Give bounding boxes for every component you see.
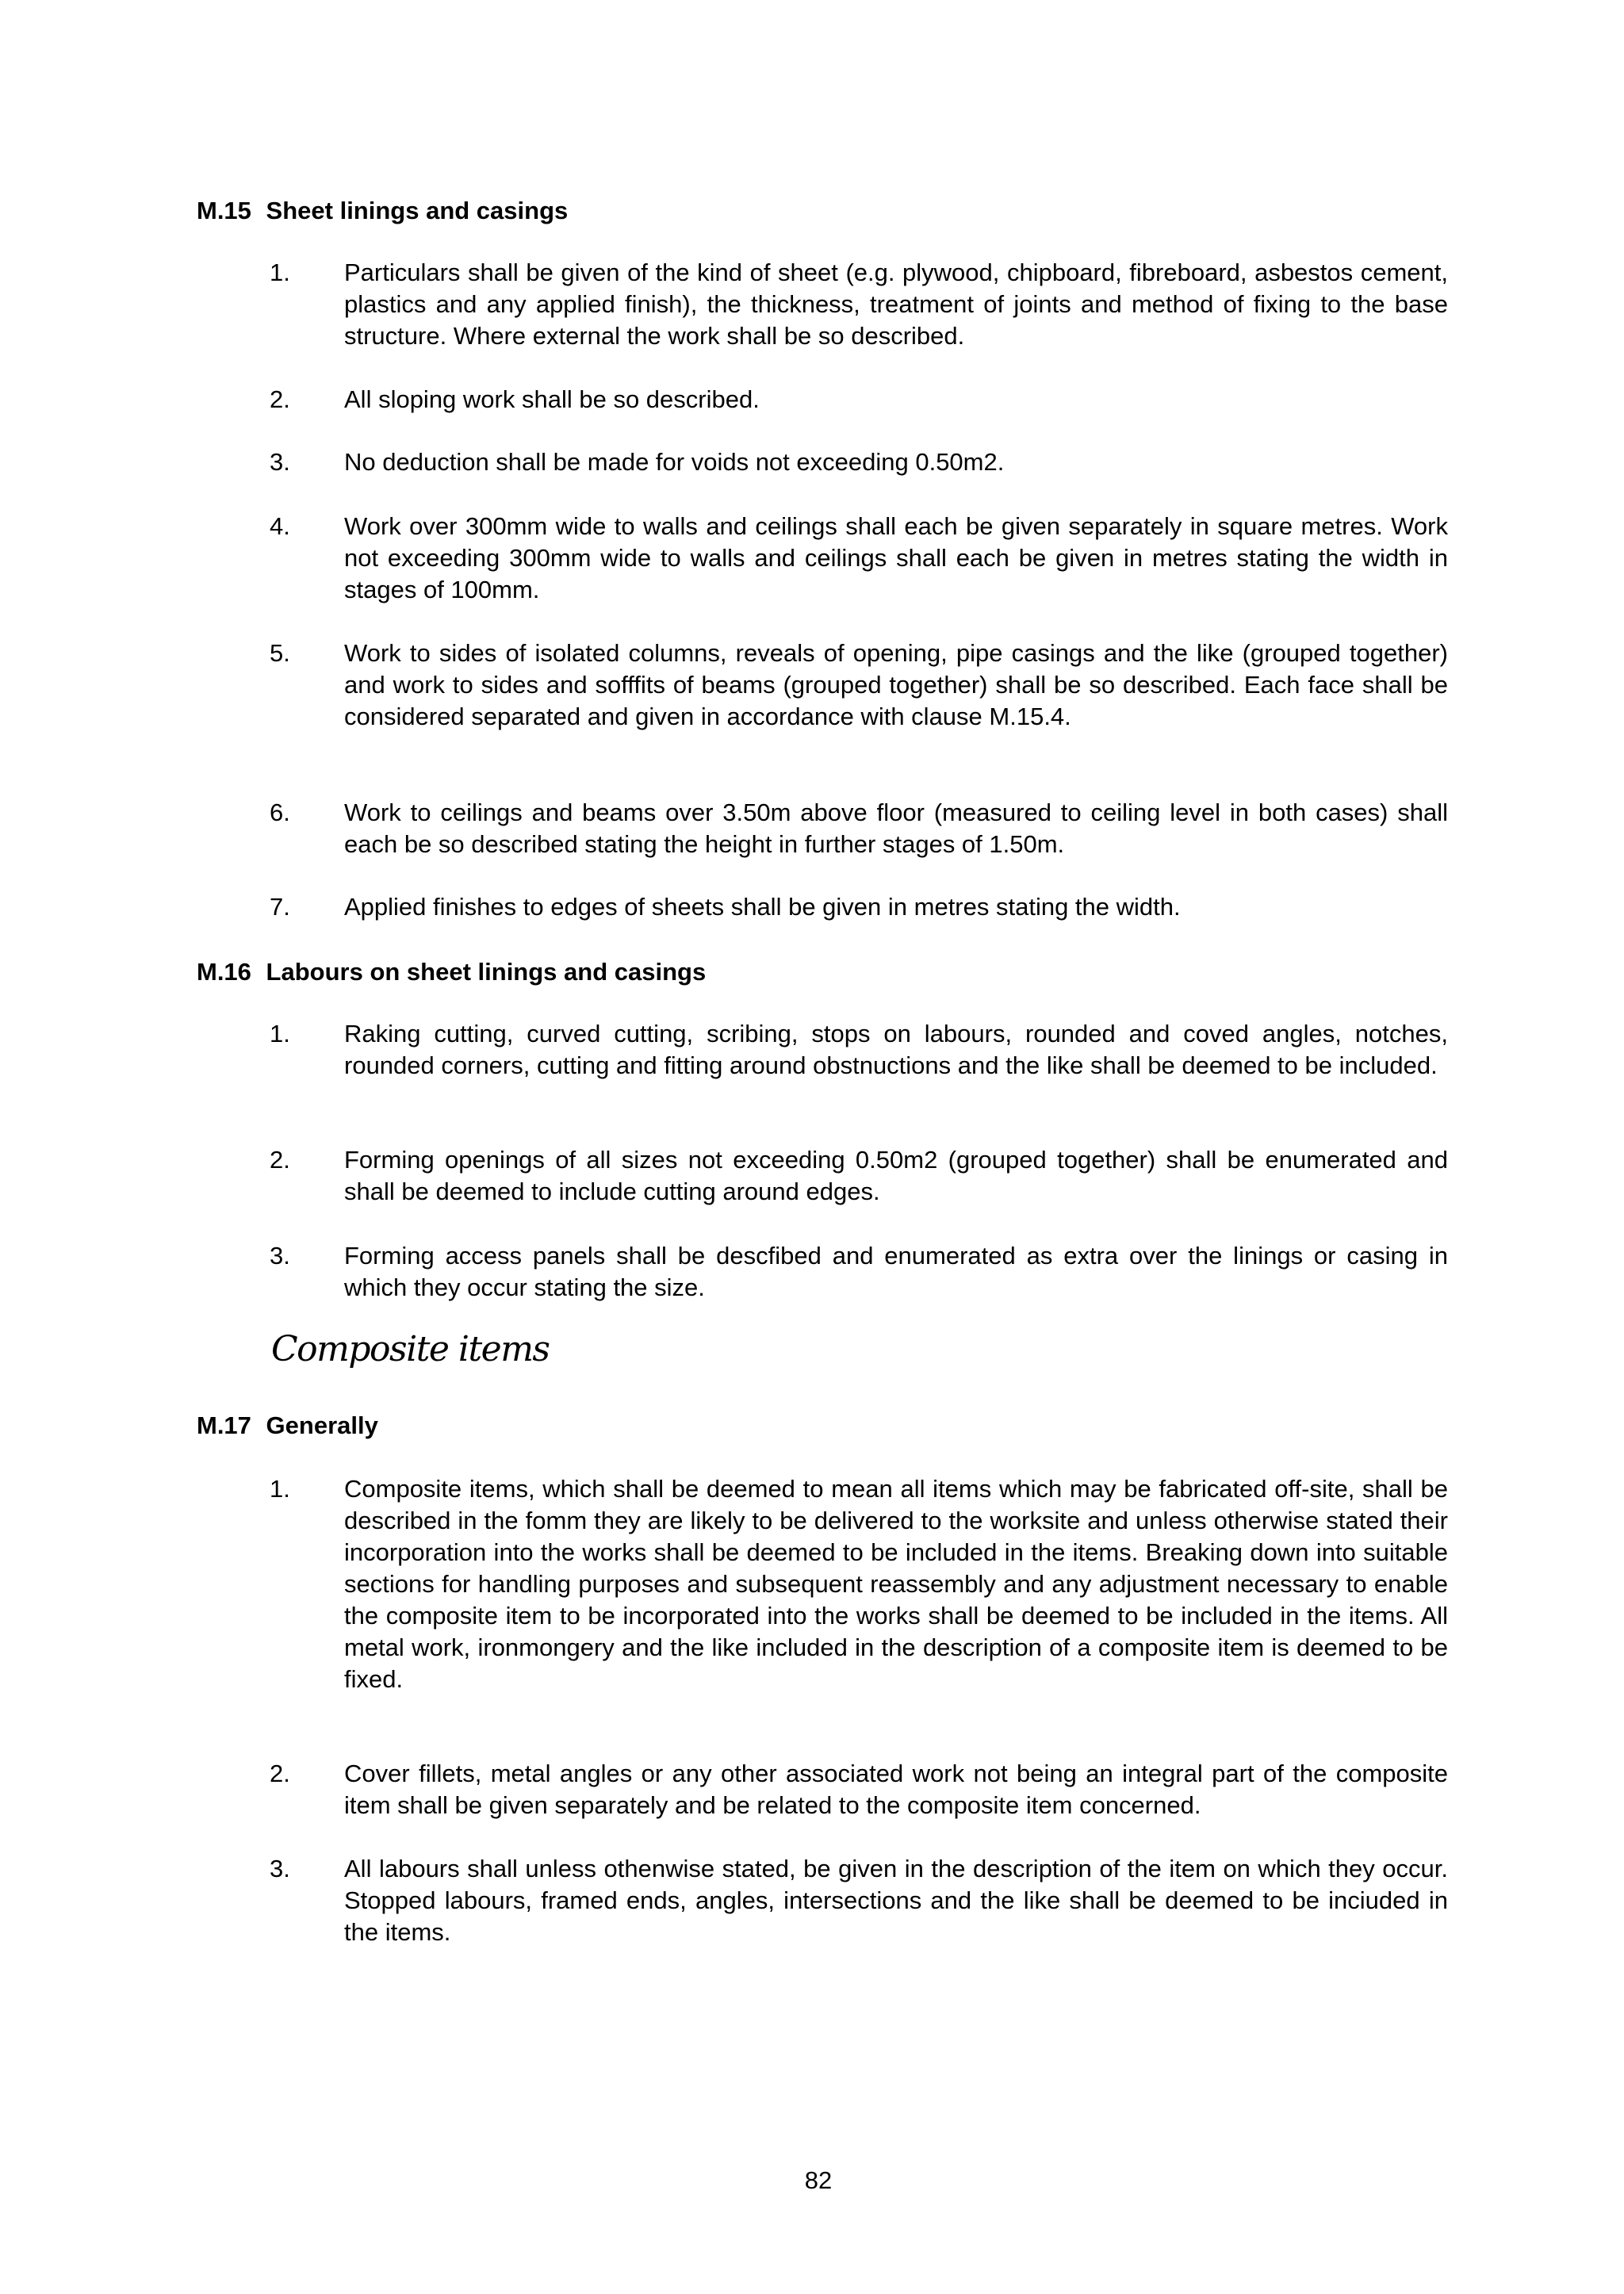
item-text: All sloping work shall be so described. [344, 385, 760, 413]
item-text: Work to sides of isolated columns, reveals of opening, pipe casings and the like (grouped together) and work to sides and sofffits of beams (grouped together) shall be so described. Each face shall be considered separated and given in accordance with clause M.15.4. [344, 639, 1448, 730]
section-title: Sheet linings and casings [266, 197, 569, 224]
item-number: 1. [270, 1475, 290, 1503]
section-heading-m17 [197, 1410, 378, 1442]
item-number: 3. [270, 1855, 290, 1882]
item-text: Particulars shall be given of the kind of sheet (e.g. plywood, chipboard, fibreboard, asbestos cement, plastics and any applied finish), the thickness, treatment of joints and method of fixing to the base structure. Where external the work shall be so described. [344, 259, 1448, 350]
item-text: Work over 300mm wide to walls and ceilings shall each be given separately in square metres. Work not exceeding 300mm wide to walls and ceilings shall each be given in metres stating the width in stages of 100mm. [344, 512, 1448, 603]
item-number: 2. [270, 1760, 290, 1787]
subheading: Composite items [271, 1329, 550, 1369]
section-title: Generally [266, 1411, 378, 1439]
section-number: M.16 [197, 958, 251, 986]
section-heading-m16 [197, 956, 706, 988]
item-text: Applied finishes to edges of sheets shall be given in metres stating the width. [344, 893, 1181, 921]
item-number: 7. [270, 893, 290, 921]
item-number: 5. [270, 639, 290, 667]
item-text: Cover fillets, metal angles or any other associated work not being an integral part of the composite item shall be given separately and be related to the composite item concerned. [344, 1760, 1448, 1819]
item-text: Raking cutting, curved cutting, scribing, stops on labours, rounded and coved angles, notches, rounded corners, cutting and fitting around obstnuctions and the like shall be deemed to be included. [344, 1020, 1448, 1079]
item-number: 2. [270, 1146, 290, 1174]
item-number: 6. [270, 798, 290, 826]
item-number: 1. [270, 259, 290, 286]
item-text: No deduction shall be made for voids not exceeding 0.50m2. [344, 448, 1005, 476]
item-text: Forming openings of all sizes not exceeding 0.50m2 (grouped together) shall be enumerated and shall be deemed to include cutting around edges. [344, 1146, 1448, 1205]
item-number: 1. [270, 1020, 290, 1047]
section-title: Labours on sheet linings and casings [266, 958, 707, 986]
item-text: Composite items, which shall be deemed to mean all items which may be fabricated off-site, shall be described in the fomm they are likely to be delivered to the worksite and unless otherwise stated their incorporation into the works shall be deemed to be included in the items. Breaking down into suitable sections for handling purposes and subsequent reassembly and any adjustment necessary to enable the composite item to be incorporated into the works shall be deemed to be included in the items. All metal work, ironmongery and the like included in the description of a composite item is deemed to be fixed. [344, 1475, 1448, 1693]
item-number: 3. [270, 448, 290, 476]
section-heading-m15 [197, 195, 568, 227]
item-text: Forming access panels shall be descfibed and enumerated as extra over the linings or casing in which they occur stating the size. [344, 1242, 1448, 1301]
item-number: 3. [270, 1242, 290, 1270]
section-number: M.17 [197, 1411, 251, 1439]
item-number: 2. [270, 385, 290, 413]
item-number: 4. [270, 512, 290, 540]
section-number: M.15 [197, 197, 251, 224]
item-text: All labours shall unless othenwise stated, be given in the description of the item on which they occur. Stopped labours, framed ends, angles, intersections and the like shall be deemed to be inciuded in the items. [344, 1855, 1448, 1946]
page-number: 82 [804, 2166, 833, 2194]
item-text: Work to ceilings and beams over 3.50m above floor (measured to ceiling level in both cases) shall each be so described stating the height in further stages of 1.50m. [344, 798, 1448, 858]
